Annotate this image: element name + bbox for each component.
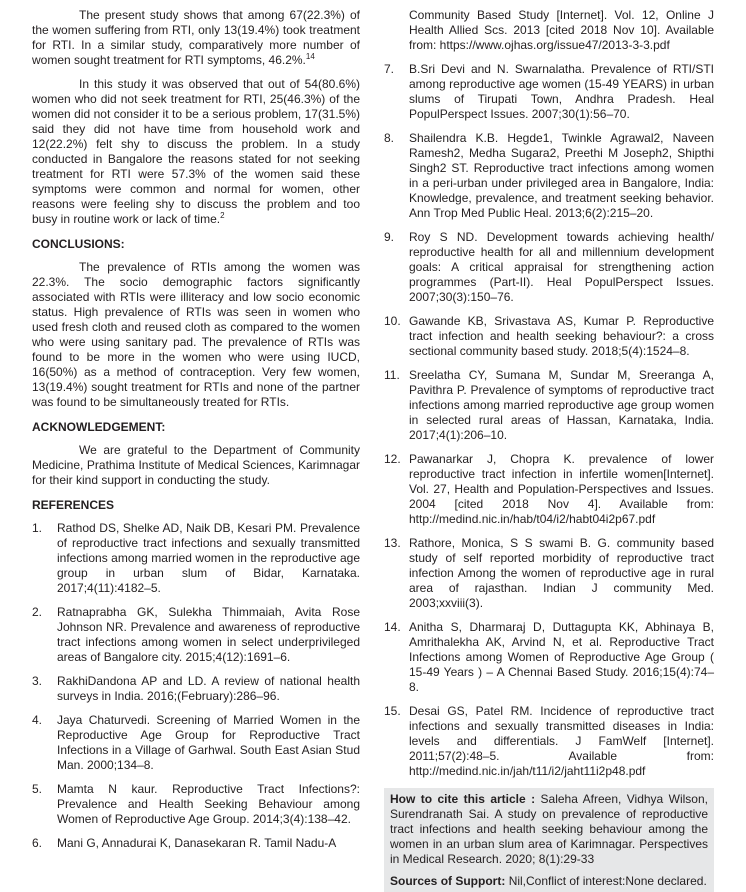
paragraph-text: In this study it was observed that out of 54(80.6%) women who did not seek treatment for RTI, 25(46.3%) of the women did not consider it to be a serious problem, 17(31.5%) said they did not have time from household work and 12(22.2%) felt shy to discuss the problem. In a study conducted in Bangalore the reasons stated for not seeking treatment for RTI were 57.3% of the women said these symptoms were common and normal for women, other reasons were feeling shy to discuss the problem and too busy in routine work or lack of time. [32,77,360,226]
reference-number: 5. [32,782,43,796]
reference-text: Desai GS, Patel RM. Incidence of reproductive tract infections and sexually transmitted diseases in India: levels and differentials. J FamWelf [Internet]. 2011;57(2):48–5. Available from: http://medind.nic.in/jah/t11/i2/jaht11i2p48.pdf [409,704,714,778]
reference-number: 7. [384,62,395,76]
cite-label: How to cite this article : [390,792,536,806]
citation-superscript: 14 [305,52,315,61]
reference-list-left [32,521,360,851]
reference-text: Sreelatha CY, Sumana M, Sundar M, Sreeranga A, Pavithra P. Prevalence of symptoms of reproductive tract infections among married reproductive age group women in selected rural areas of Hassan, Karnataka, India. 2017;4(1):206–10. [409,368,714,442]
reference-text: Community Based Study [Internet]. Vol. 12, Online J Health Allied Scs. 2013 [cited 2018 Nov 10]. Available from: https://www.ojhas.org/issue47/2013-3-3.pdf [409,8,714,52]
reference-number: 14. [384,620,401,634]
sources-of-support-box [384,871,714,892]
reference-number: 4. [32,713,43,727]
reference-text: Mani G, Annadurai K, Danasekaran R. Tamil Nadu-A [57,836,337,850]
references-heading: REFERENCES [32,498,115,512]
reference-item [32,782,360,827]
reference-text: B.Sri Devi and N. Swarnalatha. Prevalence of RTI/STI among reproductive age women (15-49 YEARS) in urban slums of Tirupati Town, Andhra Pradesh. Heal PopulPerspect Issues. 2007;30(1):56–70. [409,62,714,121]
acknowledgement-heading: ACKNOWLEDGEMENT: [32,420,166,434]
reference-item [32,713,360,773]
reference-number: 13. [384,536,401,550]
reference-item [384,536,714,611]
reference-item [384,620,714,695]
reference-item [384,704,714,779]
reference-text: Jaya Chaturvedi. Screening of Married Women in the Reproductive Age Group for Reproductive Tract Infections in a Village of Garhwal. South East Asian Stud Man. 2000;134–8. [57,713,360,772]
reference-number: 2. [32,605,43,619]
reference-item [32,605,360,665]
support-label: Sources of Support: [390,874,506,888]
reference-text: Gawande KB, Srivastava AS, Kumar P. Reproductive tract infection and health seeking behaviour?: a cross sectional community based study. 2018;5(4):1524–8. [409,314,714,358]
reference-list-right [384,62,714,779]
reference-number: 9. [384,230,395,244]
acknowledgement-paragraph: We are grateful to the Department of Community Medicine, Prathima Institute of Medical Sciences, Karimnagar for their kind support in conducting the study. [32,443,360,487]
reference-number: 3. [32,674,43,688]
conclusions-heading: CONCLUSIONS: [32,237,125,251]
reference-item [384,452,714,527]
reference-number: 1. [32,521,43,535]
reference-number: 12. [384,452,401,466]
reference-item [32,521,360,596]
reference-number: 8. [384,131,395,145]
reference-continuation [384,8,714,53]
reference-number: 10. [384,314,401,328]
reference-text: Shailendra K.B. Hegde1, Twinkle Agrawal2, Naveen Ramesh2, Medha Sugara2, Preethi M Joseph2, Shipthi Singh2 ST. Reproductive tract infections among women in a peri-urban under privileged area in Bangalore, India: Knowledge, prevalence, and treatment seeking behavior. Ann Trop Med Public Heal. 2013;6(2):215–20. [409,131,714,220]
discussion-paragraph-2 [32,77,360,227]
support-text: Nil,Conflict of interest:None declared. [508,874,707,888]
reference-text: Rathore, Monica, S S swami B. G. community based study of self reported morbidity of reproductive tract infection Among the women of reproductive age in rural area of rajasthan. Indian J community Med. 2003;xxviii(3). [409,536,714,610]
conclusions-paragraph: The prevalence of RTIs among the women was 22.3%. The socio demographic factors significantly associated with RTIs were illiteracy and low socio economic status. High prevalence of RTIs was seen in women who used fresh cloth and reused cloth as compared to the women who were using sanitary pad. The prevalence of RTIs was found to be more in the women who were using IUCD, 16(50%) as a method of contraception. Very few women, 13(19.4%) sought treatment for RTIs and none of the partner was found to be simultaneously treated for RTIs. [32,260,360,409]
cite-text: Saleha Afreen, Vidhya Wilson, Surendranath Sai. A study on prevalence of reproductive tract infections and health seeking behaviour among the women in an urban slum area of Karimnagar. Perspectives in Medical Research. 2020; 8(1):29-33 [390,792,708,866]
reference-item [384,314,714,359]
reference-number: 11. [384,368,400,382]
reference-number: 15. [384,704,401,718]
paragraph-text: The present study shows that among 67(22.3%) of the women suffering from RTI, only 13(19.4%) took treatment for RTI. In a similar study, comparatively more number of women sought treatment for RTI symptoms, 46.2%. [32,8,360,67]
discussion-paragraph-1 [32,8,360,68]
reference-item [384,62,714,122]
reference-text: Anitha S, Dharmaraj D, Duttagupta KK, Abhinaya B, Amrithalekha AK, Arvind N, et al. Reproductive Tract Infections among Women of Reproductive Age Group ( 15-49 Years ) – A Chennai Based Study. 2016;15(4):74–8. [409,620,714,694]
right-column [384,8,714,892]
how-to-cite-box [384,788,714,871]
reference-item [384,368,714,443]
reference-text: Rathod DS, Shelke AD, Naik DB, Kesari PM. Prevalence of reproductive tract infections and sexually transmitted infections among married women in the reproductive age group in urban slum of Bidar, Karnataka. 2017;4(11):4182–5. [57,521,360,595]
citation-superscript: 2 [220,211,225,220]
left-column [32,8,360,860]
reference-item [32,674,360,704]
reference-text: Roy S ND. Development towards achieving health/ reproductive health for all and millennium development goals: A critical appraisal for strengthening action programmes (Part-II). Heal PopulPerspect Issues. 2007;30(3):150–76. [409,230,714,304]
reference-item [32,836,360,851]
reference-text: Pawanarkar J, Chopra K. prevalence of lower reproductive tract infection in infertile women[Internet]. Vol. 27, Health and Population-Perspectives and Issues. 2004 [cited 2018 Nov 4]. Available from: http://medind.nic.in/hab/t04/i2/habt04i2p67.pdf [409,452,714,526]
reference-item [384,131,714,221]
reference-text: Mamta N kaur. Reproductive Tract Infections?: Prevalence and Health Seeking Behaviour among Women of Reproductive Age Group. 2014;3(4):138–42. [57,782,360,826]
reference-number: 6. [32,836,43,850]
reference-item [384,230,714,305]
reference-text: Ratnaprabha GK, Sulekha Thimmaiah, Avita Rose Johnson NR. Prevalence and awareness of reproductive tract infections among women in select underprivileged areas of Bangalore city. 2015;4(12):1691–6. [57,605,360,664]
reference-text: RakhiDandona AP and LD. A review of national health surveys in India. 2016;(February):286–96. [57,674,360,703]
